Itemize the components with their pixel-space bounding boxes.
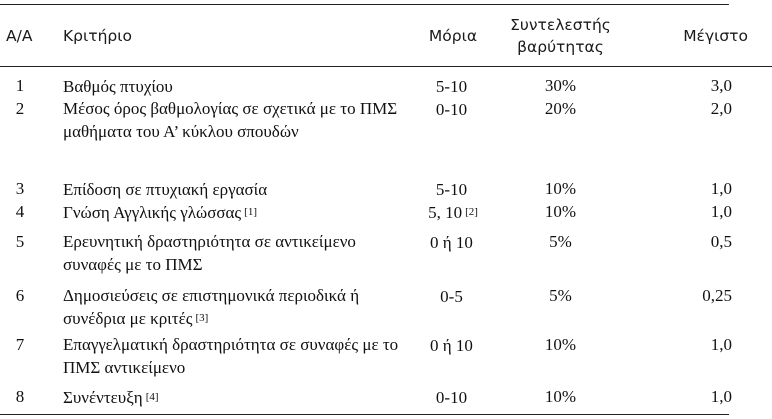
max-cell-text: 3,0 bbox=[710, 75, 732, 95]
weight-cell bbox=[498, 98, 623, 172]
footnote-mark: [1] bbox=[244, 205, 257, 218]
max-cell-text: 0,5 bbox=[710, 231, 732, 251]
table-row bbox=[0, 384, 772, 412]
max-cell bbox=[623, 225, 772, 277]
weight-cell bbox=[498, 384, 623, 412]
max-cell bbox=[623, 66, 772, 98]
weight-cell bbox=[498, 330, 623, 384]
criterion-cell bbox=[50, 225, 408, 277]
weight-cell bbox=[498, 201, 623, 225]
max-cell bbox=[623, 201, 772, 225]
max-cell-text: 1,0 bbox=[710, 201, 732, 221]
points-cell bbox=[408, 384, 498, 412]
criterion-cell bbox=[50, 201, 408, 225]
row-number bbox=[0, 98, 50, 172]
criterion-cell bbox=[50, 172, 408, 201]
row-number-text: 5 bbox=[15, 231, 25, 251]
row-number-text: 7 bbox=[15, 334, 25, 354]
table-row bbox=[0, 98, 772, 172]
row-number-text: 1 bbox=[15, 75, 25, 95]
top-rule bbox=[0, 4, 729, 5]
criteria-table bbox=[0, 6, 772, 412]
points-cell bbox=[408, 277, 498, 330]
row-number-text: 2 bbox=[15, 98, 25, 118]
table-row bbox=[0, 201, 772, 225]
points-cell-text: 0-5 bbox=[440, 286, 463, 306]
weight-cell-text: 5% bbox=[549, 285, 572, 305]
points-cell bbox=[408, 172, 498, 201]
row-number-text: 8 bbox=[15, 386, 25, 406]
max-cell bbox=[623, 330, 772, 384]
max-cell-text: 0,25 bbox=[702, 285, 732, 305]
footnote-mark: [2] bbox=[465, 205, 478, 218]
criterion-cell-text: Μέσος όρος βαθμολογίας σε σχετικά με το ΠΜΣ μαθήματα του Α’ κύκλου σπουδών bbox=[63, 98, 398, 141]
points-cell bbox=[408, 225, 498, 277]
points-cell-text: 5, 10 bbox=[428, 202, 463, 222]
weight-cell bbox=[498, 172, 623, 201]
criterion-cell bbox=[50, 330, 408, 384]
table-row bbox=[0, 277, 772, 330]
max-cell-text: 2,0 bbox=[710, 98, 732, 118]
criterion-cell bbox=[50, 277, 408, 330]
footnote-mark: [4] bbox=[145, 390, 159, 403]
points-cell bbox=[408, 201, 498, 225]
bottom-rule bbox=[0, 414, 729, 415]
max-cell bbox=[623, 384, 772, 412]
weight-cell-text: 10% bbox=[544, 178, 577, 198]
row-number bbox=[0, 384, 50, 412]
table-row bbox=[0, 66, 772, 98]
criterion-cell bbox=[50, 384, 408, 412]
header-row bbox=[0, 6, 772, 66]
points-cell bbox=[408, 66, 498, 98]
criterion-cell-text: Επίδοση σε πτυχιακή εργασία bbox=[63, 179, 268, 199]
max-cell-text: 1,0 bbox=[710, 386, 732, 406]
criterion-cell bbox=[50, 66, 408, 98]
criterion-cell-text: Δημοσιεύσεις σε επιστημονικά περιοδικά ή συνέδρια με κριτές bbox=[63, 285, 360, 328]
points-cell bbox=[408, 98, 498, 172]
criterion-cell-text: Γνώση Αγγλικής γλώσσας bbox=[63, 202, 242, 222]
weight-cell-text: 30% bbox=[544, 75, 577, 95]
row-number bbox=[0, 330, 50, 384]
weight-cell-text: 10% bbox=[544, 386, 577, 406]
header-criterion: Κριτήριο bbox=[50, 6, 408, 66]
weight-cell-text: 5% bbox=[549, 231, 572, 251]
table-row bbox=[0, 225, 772, 277]
points-cell bbox=[408, 330, 498, 384]
weight-cell bbox=[498, 225, 623, 277]
header-max: Μέγιστο bbox=[623, 6, 772, 66]
max-cell bbox=[623, 172, 772, 201]
max-cell bbox=[623, 98, 772, 172]
row-number bbox=[0, 172, 50, 201]
max-cell-text: 1,0 bbox=[710, 334, 732, 354]
points-cell-text: 0 ή 10 bbox=[430, 232, 473, 252]
header-weight: Συντελεστής βαρύτητας bbox=[498, 6, 623, 66]
row-number-text: 4 bbox=[15, 201, 25, 221]
points-cell-text: 0 ή 10 bbox=[430, 335, 473, 355]
row-number bbox=[0, 277, 50, 330]
criterion-cell-text: Επαγγελματική δραστηριότητα σε συναφές με το ΠΜΣ αντικείμενο bbox=[63, 334, 399, 377]
max-cell-text: 1,0 bbox=[710, 178, 732, 198]
points-cell-text: 5-10 bbox=[435, 179, 468, 199]
table-body bbox=[0, 66, 772, 412]
weight-cell-text: 10% bbox=[544, 201, 577, 221]
criterion-cell-text: Ερευνητική δραστηριότητα σε αντικείμενο συναφές με το ΠΜΣ bbox=[63, 231, 356, 274]
weight-cell-text: 10% bbox=[544, 334, 577, 354]
header-points: Μόρια bbox=[408, 6, 498, 66]
footnote-mark: [3] bbox=[195, 311, 209, 324]
table-row bbox=[0, 172, 772, 201]
header-aa: Α/Α bbox=[0, 6, 50, 66]
row-number-text: 3 bbox=[15, 178, 25, 198]
points-cell-text: 0-10 bbox=[435, 99, 468, 119]
row-number bbox=[0, 225, 50, 277]
points-cell-text: 5-10 bbox=[435, 76, 468, 96]
weight-cell-text: 20% bbox=[544, 98, 577, 118]
table-row bbox=[0, 330, 772, 384]
weight-cell bbox=[498, 277, 623, 330]
row-number-text: 6 bbox=[15, 285, 25, 305]
row-number bbox=[0, 66, 50, 98]
criterion-cell bbox=[50, 98, 408, 172]
points-cell-text: 0-10 bbox=[435, 387, 468, 407]
weight-cell bbox=[498, 66, 623, 98]
row-number bbox=[0, 201, 50, 225]
criterion-cell-text: Βαθμός πτυχίου bbox=[63, 76, 173, 96]
max-cell bbox=[623, 277, 772, 330]
criterion-cell-text: Συνέντευξη bbox=[63, 387, 143, 407]
